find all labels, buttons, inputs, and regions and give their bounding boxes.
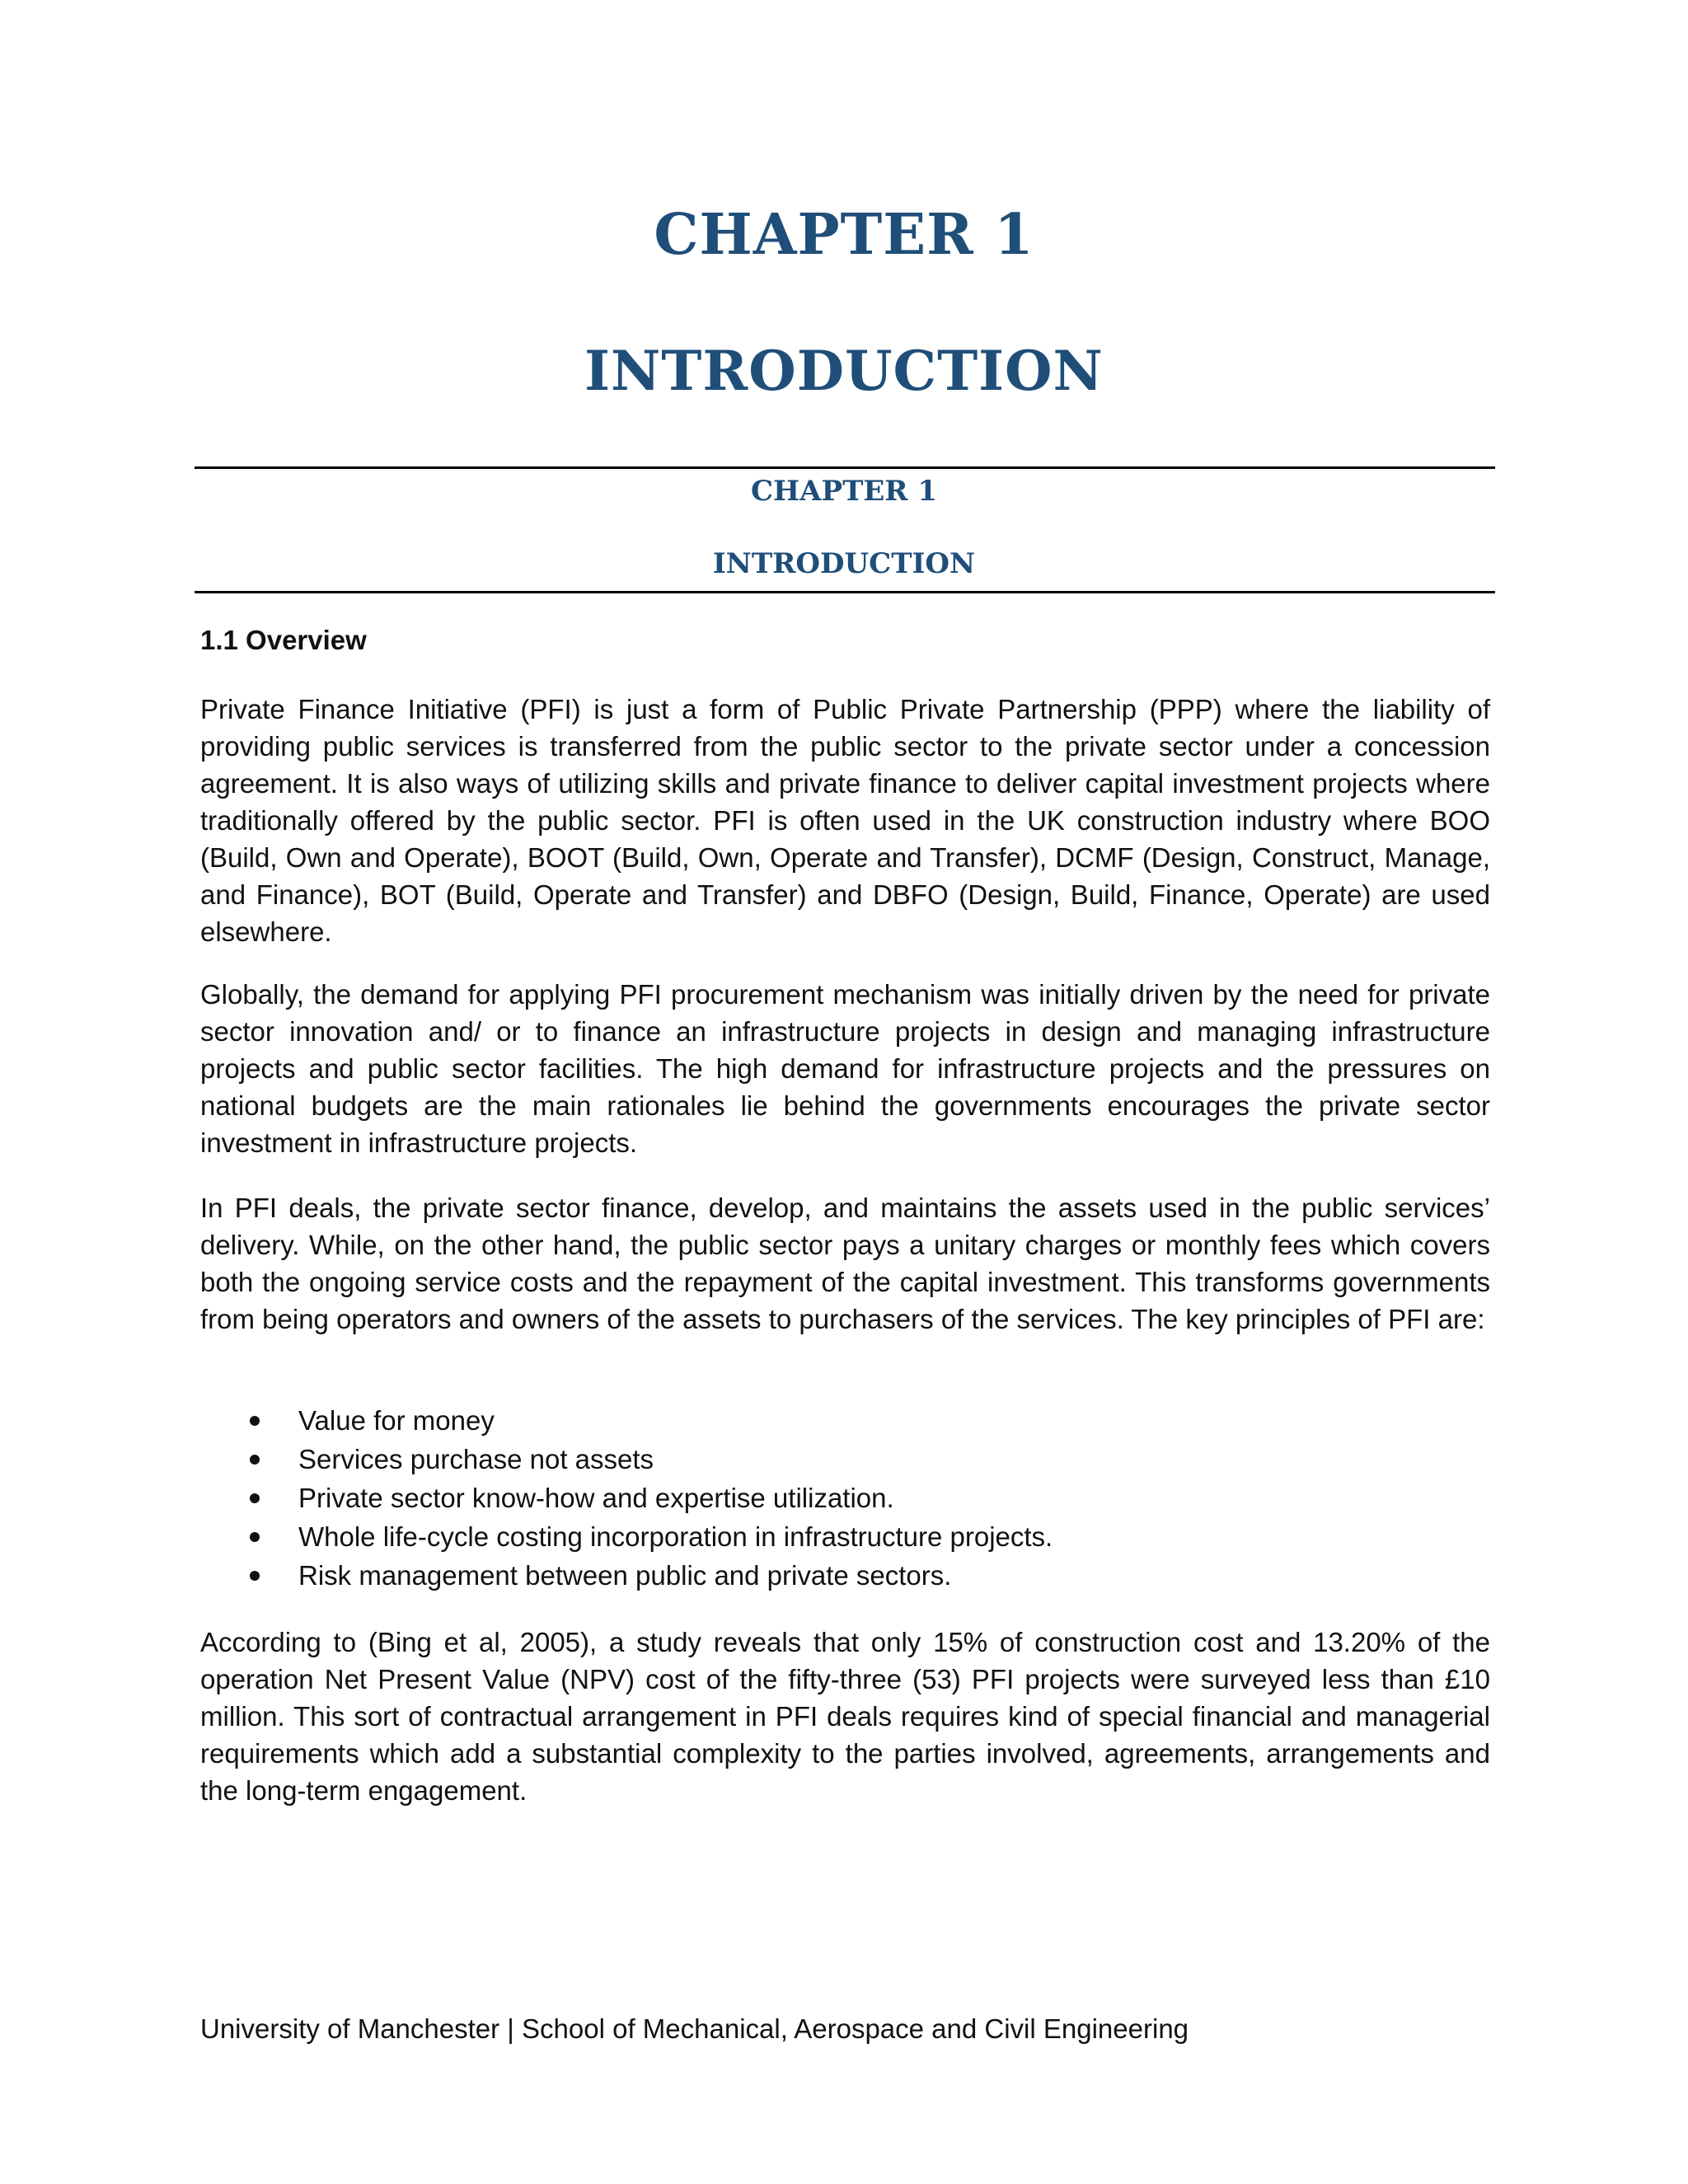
paragraph: Private Finance Initiative (PFI) is just a form of Public Private Partnership (PPP) where the liability of providing public services is transferred from the public sector to the private sector under a concession agreement. It is also ways of utilizing skills and private finance to deliver capital investment projects where traditionally offered by the public sector. PFI is often used in the UK construction industry where BOO (Build, Own and Operate), BOOT (Build, Own, Operate and Transfer), DCMF (Design, Construct, Manage, and Finance), BOT (Build, Operate and Transfer) and DBFO (Design, Build, Finance, Operate) are used elsewhere. [200,694,1490,947]
section-title: 1.1 Overview [200,625,367,655]
list-item-text: Services purchase not assets [298,1444,654,1474]
bullet-icon [250,1455,260,1465]
list-item [200,1517,1490,1556]
bullet-icon [250,1532,260,1542]
list-item [200,1556,1490,1595]
page-footer: University of Manchester | School of Mechanical, Aerospace and Civil Engineering [200,2013,1189,2044]
chapter-number-subtitle: CHAPTER 1 [750,475,938,508]
paragraph: According to (Bing et al, 2005), a study reveals that only 15% of construction cost and 13.20% of the operation Net Present Value (NPV) cost of the fifty-three (53) PFI projects were surveyed less than £10 million. This sort of contractual arrangement in PFI deals requires kind of special financial and managerial requirements which add a substantial complexity to the parties involved, agreements, arrangements and the long-term engagement. [200,1627,1490,1806]
paragraph: Globally, the demand for applying PFI procurement mechanism was initially driven by the need for private sector innovation and/ or to finance an infrastructure projects in design and managing infrastructure projects and public sector facilities. The high demand for infrastructure projects and the pressures on national budgets are the main rationales lie behind the governments encourages the private sector investment in infrastructure projects. [200,979,1490,1158]
bottom-divider [195,591,1495,593]
chapter-number-title: CHAPTER 1 [654,202,1034,268]
paragraph: In PFI deals, the private sector finance, develop, and maintains the assets used in the public services’ delivery. While, on the other hand, the public sector pays a unitary charges or monthly fees which covers both the ongoing service costs and the repayment of the capital investment. This transforms governments from being operators and owners of the assets to purchasers of the services. The key principles of PFI are: [200,1193,1490,1334]
list-item-text: Value for money [298,1405,495,1436]
bullet-icon [250,1571,260,1581]
list-item [200,1401,1490,1440]
list-item [200,1440,1490,1479]
list-item [200,1479,1490,1517]
top-divider [195,466,1495,469]
chapter-heading-subtitle: INTRODUCTION [712,547,976,580]
bullet-icon [250,1416,260,1426]
list-item-text: Whole life-cycle costing incorporation in infrastructure projects. [298,1521,1053,1552]
bullet-icon [250,1493,260,1503]
list-item-text: Risk management between public and private sectors. [298,1560,952,1591]
chapter-heading-title: INTRODUCTION [584,339,1104,403]
principles-list [200,1401,1490,1595]
list-item-text: Private sector know-how and expertise utilization. [298,1483,894,1513]
